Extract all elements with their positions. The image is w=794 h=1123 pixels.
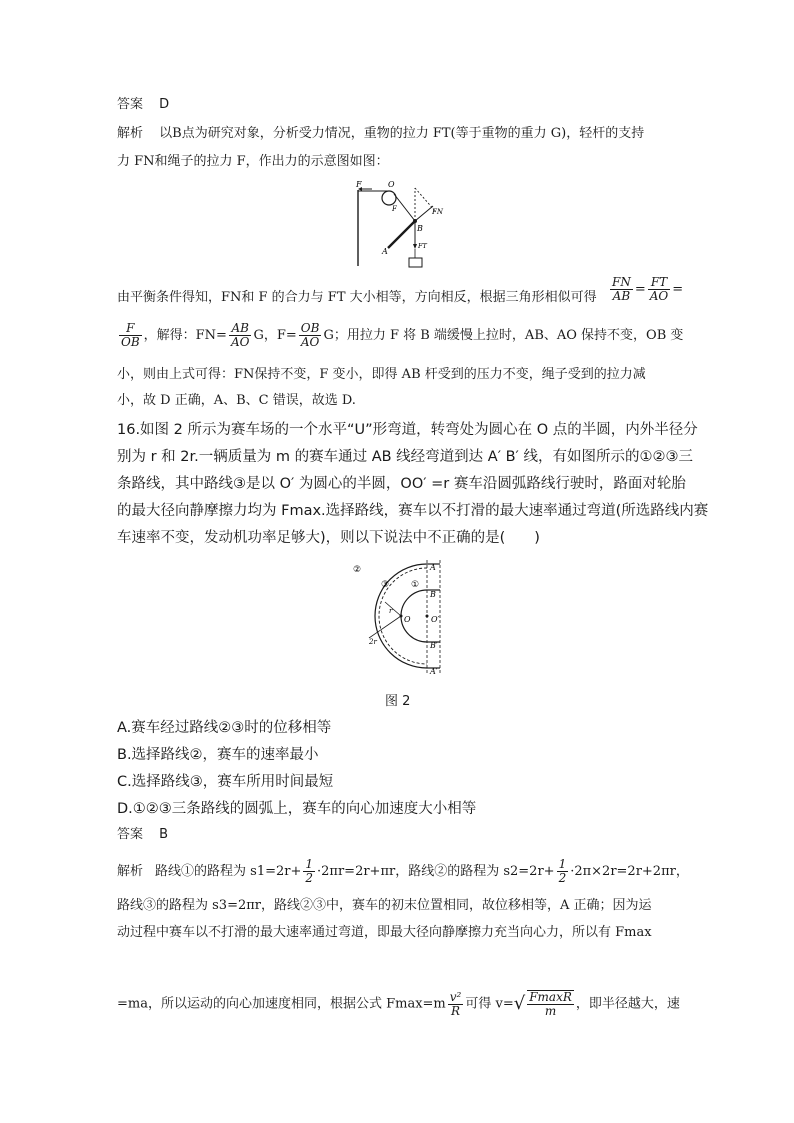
answer-1-value: D [159, 97, 170, 112]
option-a: A.赛车经过路线②③时的位移相等 [117, 720, 332, 736]
analysis-2-text-4b: 可得 v= [465, 996, 514, 1012]
label-f-rope: F [392, 205, 397, 213]
option-b: B.选择路线②，赛车的速率最小 [117, 747, 319, 763]
answer-2-value: B [159, 827, 169, 842]
analysis-1-line-2: 力 FN和绳子的拉力 F，作出力的示意图如图： [117, 154, 389, 169]
equals-sign-1: = [634, 282, 646, 297]
frac-v2-r: $\frac{\text{v²}}{R}$ [449, 989, 462, 1018]
label-route-1: ① [411, 580, 420, 590]
track-diagram [345, 558, 455, 680]
answer-1-label: 答案 [117, 97, 144, 112]
label-2r: 2r [369, 638, 377, 646]
analysis-1-line-1 [117, 125, 644, 143]
analysis-2-line-3: 动过程中赛车以不打滑的最大速率通过弯道，即最大径向静摩擦力充当向心力，所以有 Fmax [117, 925, 652, 940]
analysis-1-line-6: 小，故 D 正确，A、B、C 错误，故选 D. [117, 393, 356, 408]
analysis-1-text-4c: G；用拉力 F 将 B 端缓慢上拉时，AB、AO 保持不变，OB 变 [323, 328, 684, 343]
analysis-2-text-1a: 路线①的路程为 s1=2r+ [155, 864, 302, 879]
analysis-1-label: 解析 [117, 126, 144, 141]
label-b: B [430, 590, 436, 599]
label-bp: B′ [430, 641, 438, 650]
label-route-3: ③ [381, 580, 390, 590]
answer-2 [117, 826, 168, 844]
center-op [426, 615, 429, 618]
equals-sign-2: = [672, 282, 684, 297]
answer-1 [117, 96, 169, 114]
frac-f-ob: $\frac{F}{OB}$ [121, 321, 140, 349]
label-r: r [389, 607, 393, 615]
label-o: O [388, 180, 395, 189]
radius-r [385, 602, 401, 616]
analysis-1-text-3: 由平衡条件得知，FN和 F 的合力与 FT 大小相等，方向相反，根据三角形相似可得 [117, 290, 597, 305]
sqrt-symbol: √ [513, 993, 526, 1014]
analysis-2-line-1 [117, 858, 689, 885]
analysis-2-text-4a: =ma，所以运动的向心加速度相同，根据公式 Fmax=m [117, 996, 446, 1012]
option-d: D.①②③三条路线的圆弧上，赛车的向心加速度大小相等 [117, 801, 477, 817]
analysis-2-line-2: 路线③的路程为 s3=2πr，路线②③中，赛车的初末位置相同，故位移相等，A 正确；因为运 [117, 898, 652, 913]
analysis-1-text-4b: G，F= [253, 328, 297, 343]
analysis-1-line-4 [117, 322, 683, 349]
question-16-line-4: 的最大径向静摩擦力均为 Fmax.选择路线，赛车以不打滑的最大速率通过弯道(所选路线内赛 [117, 503, 709, 519]
frac-ob-ao: $\frac{OB}{AO}$ [300, 321, 320, 349]
ft-arrowhead [413, 244, 417, 249]
label-fn: FN [432, 208, 443, 216]
option-c: C.选择路线③，赛车所用时间最短 [117, 774, 334, 790]
label-a: A [382, 247, 388, 256]
rod-ab [388, 221, 415, 248]
label-ap: A′ [430, 667, 438, 676]
question-16-line-5: 车速率不变，发动机功率足够大)，则以下说法中不正确的是( ) [117, 530, 540, 546]
frac-fn-ab: $\frac{FN}{AB}$ [612, 275, 631, 303]
frac-ft-ao: $\frac{FT}{AO}$ [649, 275, 669, 303]
frac-half-1: $\frac{1}{2}$ [305, 857, 314, 885]
label-a: A [430, 563, 436, 572]
analysis-2-line-4 [117, 990, 680, 1018]
frac-ab-ao: $\frac{AB}{AO}$ [230, 321, 250, 349]
label-ft: FT [418, 242, 427, 250]
analysis-1-text-4a: ，解得：FN= [143, 328, 227, 343]
pulley-circle [382, 191, 396, 205]
analysis-1-line-3 [117, 289, 597, 307]
analysis-2-text-4c: ，即半径越大，速 [575, 996, 680, 1012]
label-b: B [417, 224, 423, 233]
label-op: O′ [431, 615, 440, 624]
figure-2-caption: 图 2 [385, 694, 411, 709]
analysis-1-fraction-group [608, 276, 683, 303]
answer-2-label: 答案 [117, 827, 144, 842]
analysis-1-text-1: 以B点为研究对象，分析受力情况，重物的拉力 FT(等于重物的重力 G)，轻杆的支持 [159, 126, 645, 141]
rope-ob [394, 194, 415, 221]
question-16-line-1: 16.如图 2 所示为赛车场的一个水平“U”形弯道，转弯处为圆心在 O 点的半圆，内外半径分 [117, 422, 698, 438]
joint-b [413, 219, 417, 223]
label-f: F [356, 180, 362, 189]
question-16-line-3: 条路线，其中路线③是以 O′ 为圆心的半圆，OO′ =r 赛车沿圆弧路线行驶时，路面对轮胎 [117, 476, 686, 492]
analysis-2-text-1b: ·2πr=2r+πr，路线②的路程为 s2=2r+ [317, 864, 555, 879]
radius-2r [369, 616, 401, 638]
fn-arrow [415, 206, 433, 221]
analysis-1-line-5: 小，则由上式可得：FN保持不变，F 变小，即得 AB 杆受到的压力不变，绳子受到的拉力减 [117, 367, 646, 382]
frac-sqrt: $\frac{FmaxR}{m}$ [529, 990, 572, 1018]
analysis-2-label: 解析 [117, 864, 144, 879]
weight-box [409, 258, 422, 267]
label-o: O [404, 615, 411, 624]
force-diagram [348, 176, 456, 270]
question-16-line-2: 别为 r 和 2r.一辆质量为 m 的赛车通过 AB 线经弯道到达 A′ B′ 线，有如图所示的①②③三 [117, 449, 693, 465]
label-route-2: ② [353, 565, 362, 575]
frac-half-2: $\frac{1}{2}$ [558, 857, 567, 885]
analysis-2-text-1c: ·2π×2r=2r+2πr， [570, 864, 689, 879]
